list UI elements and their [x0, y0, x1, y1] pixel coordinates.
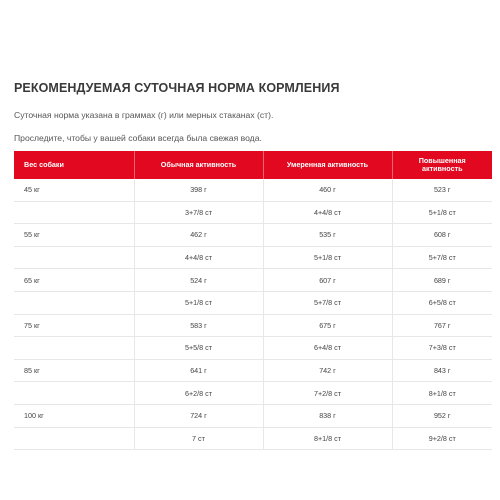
cell-normal: 641 г — [134, 359, 263, 382]
cell-normal: 5+5/8 ст — [134, 337, 263, 360]
feeding-table-body — [14, 179, 492, 450]
cell-moderate: 838 г — [263, 404, 392, 427]
table-row — [14, 337, 492, 360]
cell-high: 5+1/8 ст — [392, 201, 492, 224]
header-moderate-activity: Умеренная активность — [263, 151, 392, 179]
table-row — [14, 404, 492, 427]
cell-normal: 6+2/8 ст — [134, 382, 263, 405]
header-weight: Вес собаки — [14, 151, 134, 179]
table-row — [14, 382, 492, 405]
cell-weight — [14, 201, 134, 224]
cell-normal: 462 г — [134, 224, 263, 247]
cell-high: 952 г — [392, 404, 492, 427]
cell-high: 8+1/8 ст — [392, 382, 492, 405]
cell-normal: 4+4/8 ст — [134, 246, 263, 269]
table-row — [14, 179, 492, 201]
table-row — [14, 201, 492, 224]
feeding-table — [14, 151, 492, 450]
cell-normal: 3+7/8 ст — [134, 201, 263, 224]
cell-moderate: 535 г — [263, 224, 392, 247]
units-note: Суточная норма указана в граммах (г) или мерных стаканах (ст). — [14, 110, 274, 120]
cell-moderate: 4+4/8 ст — [263, 201, 392, 224]
cell-normal: 724 г — [134, 404, 263, 427]
cell-weight: 65 кг — [14, 269, 134, 292]
cell-high: 608 г — [392, 224, 492, 247]
header-high-activity: Повышенная активность — [392, 151, 492, 179]
cell-moderate: 742 г — [263, 359, 392, 382]
table-row — [14, 427, 492, 450]
cell-weight — [14, 291, 134, 314]
cell-weight — [14, 337, 134, 360]
cell-high: 9+2/8 ст — [392, 427, 492, 450]
cell-moderate: 675 г — [263, 314, 392, 337]
cell-normal: 7 ст — [134, 427, 263, 450]
cell-weight: 85 кг — [14, 359, 134, 382]
cell-normal: 583 г — [134, 314, 263, 337]
cell-weight: 45 кг — [14, 179, 134, 201]
header-normal-activity: Обычная активность — [134, 151, 263, 179]
cell-moderate: 8+1/8 ст — [263, 427, 392, 450]
cell-moderate: 5+7/8 ст — [263, 291, 392, 314]
cell-moderate: 7+2/8 ст — [263, 382, 392, 405]
cell-high: 6+5/8 ст — [392, 291, 492, 314]
header-row — [14, 151, 492, 179]
table-row — [14, 314, 492, 337]
table-row — [14, 246, 492, 269]
cell-weight — [14, 246, 134, 269]
cell-high: 767 г — [392, 314, 492, 337]
cell-moderate: 460 г — [263, 179, 392, 201]
cell-weight — [14, 427, 134, 450]
table-row — [14, 224, 492, 247]
cell-weight: 100 кг — [14, 404, 134, 427]
cell-weight: 55 кг — [14, 224, 134, 247]
cell-high: 523 г — [392, 179, 492, 201]
cell-normal: 524 г — [134, 269, 263, 292]
table-row — [14, 269, 492, 292]
section-title: РЕКОМЕНДУЕМАЯ СУТОЧНАЯ НОРМА КОРМЛЕНИЯ — [14, 81, 340, 95]
table-row — [14, 359, 492, 382]
feeding-norm-section — [14, 78, 492, 443]
water-note: Проследите, чтобы у вашей собаки всегда была свежая вода. — [14, 133, 262, 143]
cell-moderate: 607 г — [263, 269, 392, 292]
cell-high: 7+3/8 ст — [392, 337, 492, 360]
cell-high: 843 г — [392, 359, 492, 382]
cell-high: 689 г — [392, 269, 492, 292]
cell-moderate: 5+1/8 ст — [263, 246, 392, 269]
cell-weight — [14, 382, 134, 405]
feeding-table-header — [14, 151, 492, 179]
cell-normal: 398 г — [134, 179, 263, 201]
cell-high: 5+7/8 ст — [392, 246, 492, 269]
cell-normal: 5+1/8 ст — [134, 291, 263, 314]
cell-weight: 75 кг — [14, 314, 134, 337]
table-row — [14, 291, 492, 314]
cell-moderate: 6+4/8 ст — [263, 337, 392, 360]
